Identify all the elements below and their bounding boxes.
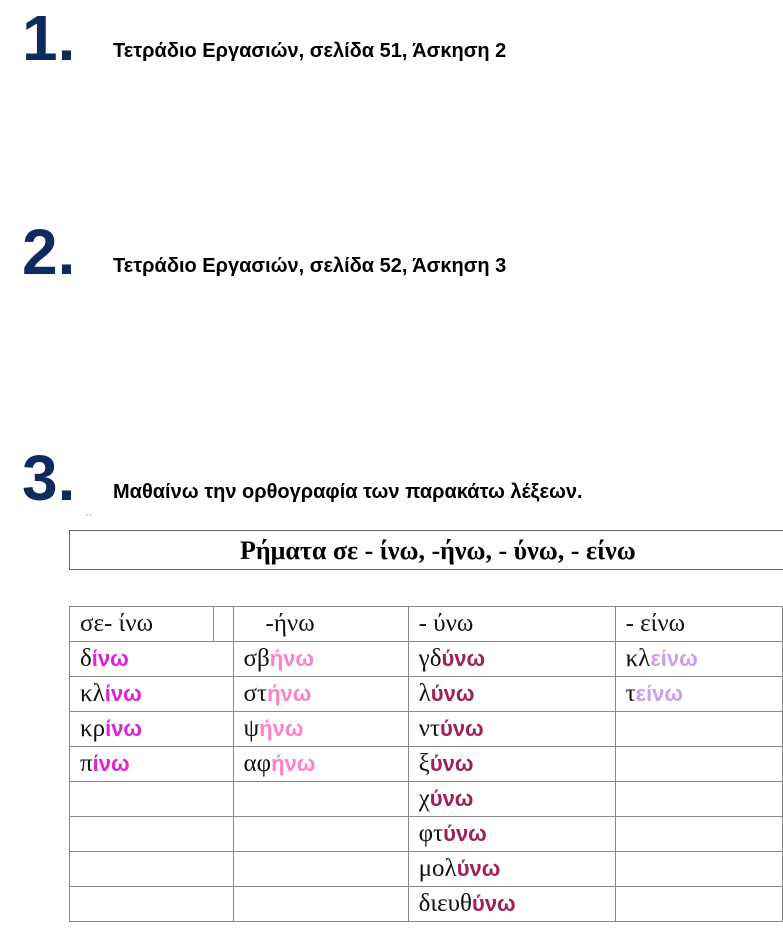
verb-suffix: ύνω [441, 646, 486, 671]
verb-cell [408, 677, 615, 712]
verb-suffix: ίνω [105, 716, 143, 741]
verb-cell [233, 747, 408, 782]
verb-cell [233, 712, 408, 747]
verb-suffix: ύνω [472, 891, 516, 916]
verb-suffix: ύνω [429, 751, 474, 776]
verb-stem: ξ [418, 750, 430, 777]
verb-stem: ψ [243, 715, 260, 742]
table-header-row [70, 607, 783, 642]
verb-stem: αφ [243, 750, 272, 777]
table-title: Ρήματα σε - ίνω, -ήνω, - ύνω, - είνω [240, 536, 636, 565]
verb-stem: δ [80, 645, 92, 672]
verb-cell [615, 747, 782, 782]
table-row [70, 642, 783, 677]
verb-suffix: ύνω [456, 856, 501, 881]
table-title-box [69, 530, 783, 570]
verb-stem: ντ [418, 715, 441, 742]
table-row [70, 817, 783, 852]
verb-cell [70, 712, 234, 747]
verb-cell [615, 887, 782, 922]
task-instruction: Μαθαίνω την ορθογραφία των παρακάτω λέξεων. [113, 481, 583, 503]
verb-suffix: ίνω [91, 646, 129, 671]
task-number: 3. [22, 442, 76, 514]
task-number: 1. [22, 2, 76, 74]
verb-suffix: ύνω [440, 716, 484, 741]
verb-stem: τ [625, 680, 636, 707]
verb-suffix: ύνω [443, 821, 487, 846]
verb-cell [408, 747, 615, 782]
verb-cell [233, 642, 408, 677]
verb-stem: λ [418, 680, 431, 707]
verb-suffix: ήνω [259, 716, 304, 741]
verb-suffix: είνω [650, 646, 698, 671]
table-row [70, 852, 783, 887]
verb-stem: γδ [418, 645, 442, 672]
verb-stem: κλ [80, 680, 105, 707]
verb-cell [408, 642, 615, 677]
verb-cell [233, 782, 408, 817]
verb-suffix: ήνω [269, 646, 314, 671]
task-instruction: Τετράδιο Εργασιών, σελίδα 52, Άσκηση 3 [113, 255, 507, 277]
verb-cell [408, 887, 615, 922]
verb-cell [233, 852, 408, 887]
verb-table [69, 606, 783, 922]
verb-suffix: ύνω [429, 786, 474, 811]
verb-suffix: ύνω [430, 681, 475, 706]
verb-suffix: ήνω [267, 681, 312, 706]
table-row [70, 712, 783, 747]
verb-suffix: ίνω [104, 681, 142, 706]
verb-stem: διευθ [418, 890, 473, 917]
verb-cell [615, 852, 782, 887]
verb-cell [70, 782, 234, 817]
verb-stem: μολ [418, 855, 457, 882]
task-number: 2. [22, 216, 76, 288]
verb-cell [70, 887, 234, 922]
verb-suffix: ήνω [271, 751, 316, 776]
verb-stem: στ [243, 680, 268, 707]
verb-cell [615, 642, 782, 677]
verb-stem: π [80, 750, 93, 777]
verb-stem: κλ [625, 645, 651, 672]
header-yno: - ύνω [408, 607, 615, 642]
verb-cell [70, 852, 234, 887]
verb-stem: σβ [243, 645, 270, 672]
verb-cell [408, 712, 615, 747]
verb-cell [615, 782, 782, 817]
verb-cell [70, 817, 234, 852]
task-instruction: Τετράδιο Εργασιών, σελίδα 51, Άσκηση 2 [113, 40, 507, 62]
verb-cell [233, 887, 408, 922]
header-eino: - είνω [615, 607, 782, 642]
verb-cell [615, 817, 782, 852]
table-row [70, 747, 783, 782]
header-ino: σε- ίνω [70, 607, 234, 642]
verb-cell [615, 677, 782, 712]
verb-cell [70, 677, 234, 712]
tick-mark: ˙˙ [86, 514, 93, 525]
verb-cell [408, 817, 615, 852]
verb-cell [408, 782, 615, 817]
verb-stem: χ [418, 785, 430, 812]
verb-cell [408, 852, 615, 887]
verb-cell [70, 747, 234, 782]
verb-cell [233, 677, 408, 712]
verb-cell [615, 712, 782, 747]
table-row [70, 782, 783, 817]
verb-suffix: είνω [635, 681, 683, 706]
verb-suffix: ίνω [92, 751, 130, 776]
header-hno: -ήνω [233, 607, 408, 642]
table-row [70, 887, 783, 922]
verb-stem: κρ [80, 715, 106, 742]
verb-cell [233, 817, 408, 852]
verb-stem: φτ [418, 820, 444, 847]
verb-cell [70, 642, 234, 677]
table-row [70, 677, 783, 712]
